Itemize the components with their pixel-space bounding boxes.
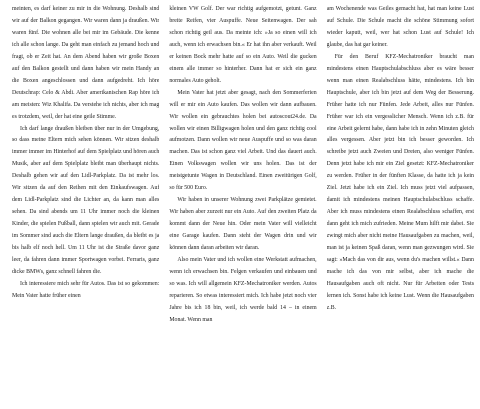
paragraph: Mein Vater hat jetzt aber gesagt, nach den Sommerferien will er mir ein Auto kaufen. Das wollen wir dann aufbauen. Wir wollen ein gebrauchtes holen bei autoscout24.de. Da wollen wir einen Billigwagen holen und den ganz richtig cool aufmotzen. Dann wollen wir neue Auspuffe und so was daran machen. Das ist schon ganz viel Arbeit. Und das dauert auch. Einen Volkswagen wollen wir uns holen. Das ist der meistgetunte Wagen in Deutschland. Einen zweitürigen Golf, so für 500 Euro.	[169, 89, 317, 192]
text-column-right	[327, 4, 474, 406]
text-column-left	[12, 4, 159, 406]
text-column-middle	[169, 4, 316, 406]
paragraph: Ich darf lange draußen bleiben über nur in der Umgebung, so dass meine Eltern mich sehen können. Wir sitzen deshalb immer immer im Hinterhof auf dem Spielplatz und hören auch Musik, aber auf dem Spielplatz bleibt man überhaupt nichts. Deshalb gehen wir auf den Lidl-Parkplatz. Da ist mehr los. Wir sitzen da auf den Reihen mit den Einkaufswagen. Auf dem Lidl-Parkplatz sind die Lichter an, da kann man alles sehen. Da sind abends um 11 Uhr immer noch die kleinen Kinder, die spielen Fußball, dann spielen wir auch mit. Gerade im Sommer sind auch die Eltern lange draußen, da bleibt es ja bis halb elf noch hell. Um 11 Uhr ist die Straße davor ganz leer, da fahren dann immer Sportwagen vorbei. Ferraris, ganz dicke BMWs, ganz schnell fahren die.	[12, 125, 160, 275]
paragraph: Ich interessiere mich sehr für Autos. Das ist so gekommen: Mein Vater hatte früher einen	[12, 280, 160, 299]
paragraph: Wir haben in unserer Wohnung zwei Parkplätze gemietet. Wir haben aber zurzeit nur ein Auto. Auf den zweiten Platz da kommt dann der Neue hin. Oder mein Vater will vielleicht eine Garage kaufen. Dann steht der Wagen drin und wir können dann daran arbeiten wir daran.	[169, 197, 317, 252]
paragraph: Also mein Vater und ich wollen eine Werkstatt aufmachen, wenn ich erwachsen bin. Felgen verkaufen und einbauen und so was. Ich will allgemein KFZ-Mechatroniker werden. Autos reparieren. So etwas interessiert mich. Ich habe jetzt noch vier Jahre bis ich 18 bin, weil, ich werde bald 14 – in einem Monat. Wenn man	[169, 257, 317, 323]
paragraph: am Wochenende was Geiles gemacht hat, hat man keine Lust auf Schule. Die Schule macht die schöne Stimmung sofort wieder kaputt, weil, wer hat schon Lust auf Schule! Ich glaube, das hat gar keiner.	[326, 6, 474, 48]
paragraph: meinten, es darf keiner zu mir in die Wohnung. Deshalb sind wir auf der Balkon gegangen. Wir waren dann ja draußen. Wir waren fünf. Die wohnen alle bei mir im Gebäude. Die kenne ich alle schon lange. Da geht man einfach zu jemand hoch und fragt, ob er Zeit hat. An dem Abend haben wir große Boxen auf den Balkon gestellt und dann haben wir mein Handy an die Boxen angeschlossen und dann aufgedreht. Ich höre Deutschrap: Celo & Abdi. Aber amerikanischen Rap höre ich am meisten: Wiz Khalifa. Da verstehe ich nichts, aber ich mag es trotzdem, weil, der hat eine geile Stimme.	[12, 6, 160, 120]
paragraph: Für den Beruf KFZ-Mechatroniker braucht man mindestens einen Hauptschulabschluss aber es wäre besser wenn man einen Realabschluss hätte, mindestens. Ich bin Hauptschule, aber ich bin jetzt auf dem Weg der Besserung. Früher hatte ich nur Fünfen. Jede Arbeit, alles nur Fünfen. Früher war ich ein vergesslicher Mensch. Wenn ich z.B. für eine Arbeit gelernt habe, dann habe ich in zehn Minuten gleich alles vergessen. Aber jetzt bin ich besser geworden. Ich schreibe jetzt auch Zweien und Dreien, also weniger Fünfen. Denn jetzt habe ich mir ein Ziel gesetzt: KFZ-Mechatroniker zu werden. Früher in der fünften Klasse, da hatte ich ja kein Ziel. Jetzt habe ich ein Ziel. Ich muss jetzt viel aufpassen, damit ich mindestens meinen Hauptschulabschluss schaffe. Aber ich muss mindestens einen Realabschluss schaffen, erst dann geht ich mich zufrieden. Meine Mum hilft mir dabei. Sie zwingt mich aber nicht meine Hausaufgaben zu machen, weil, man ist ja keinen Spaß daran, wenn man gezwungen wird. Sie sagt: »Mach das von dir aus, wenn du's machen willst.« Dann mache ich das von mir selbst, aber ich mache die Hausaufgaben auch oft nicht. Nur für Arbeiten oder Tests lernen ich. Sonst habe ich keine Lust. Wenn die Hausaufgaben z.B.	[326, 53, 474, 311]
paragraph: kleinen VW Golf. Der war richtig aufgemotzt, getunt. Ganz breite Reifen, vier Auspuffe. Neue Seitenwagen. Der sah schon richtig geil aus. Da meinte ich: »Ja so einen will ich auch, wenn ich erwachsen bin.« Er hat ihn aber verkauft. Weil er keinen Bock mehr hatte auf so ein Auto. Weil die gucken einem alle immer so hinterher. Dann hat er sich ein ganz normales Auto geholt.	[169, 6, 317, 84]
